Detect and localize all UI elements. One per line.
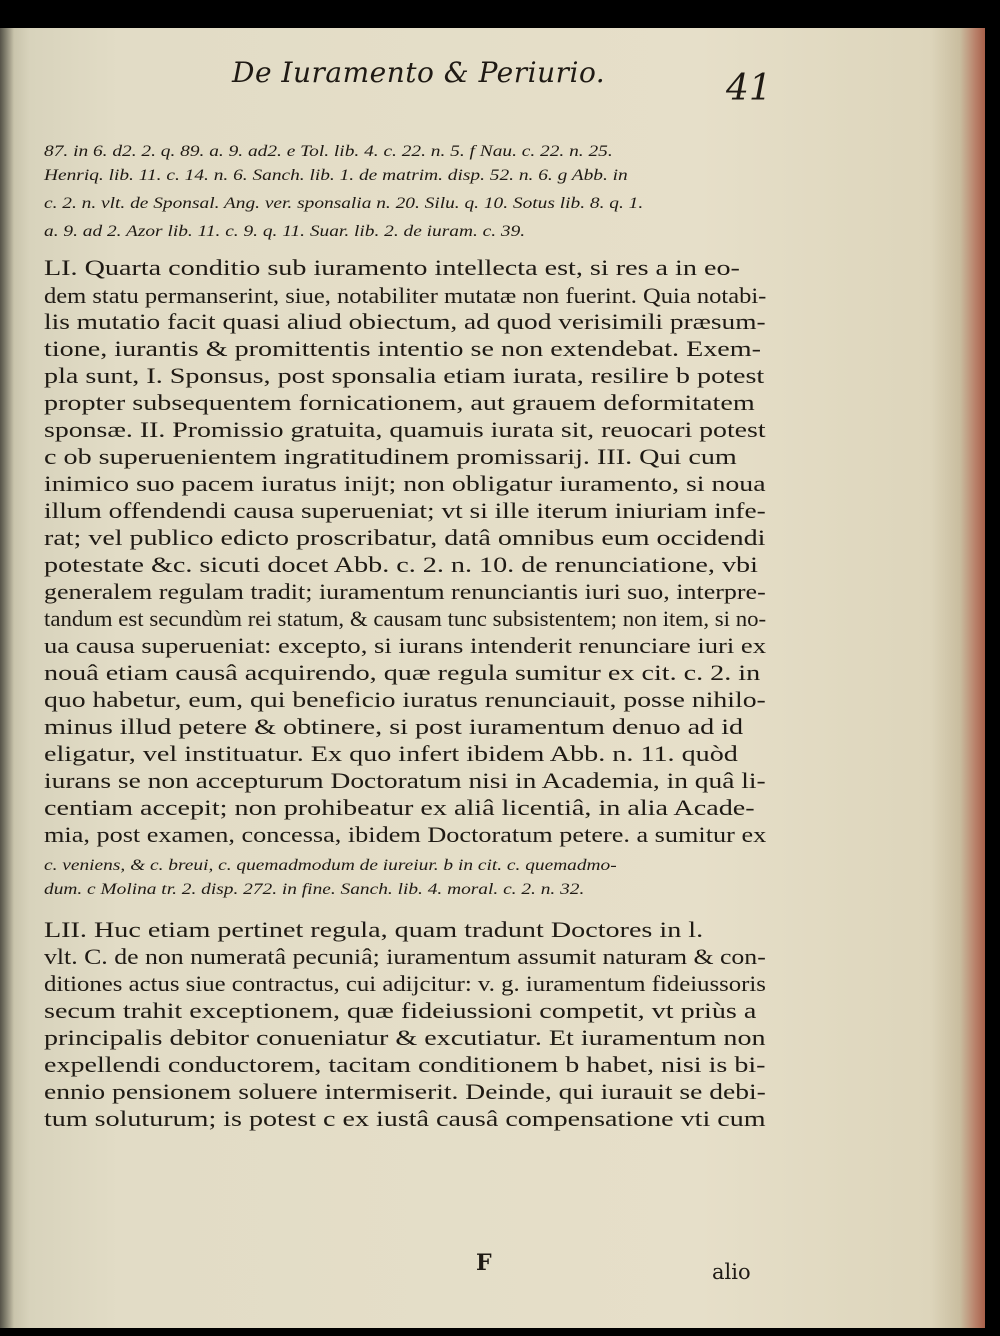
body-line: vlt. C. de non numeratâ pecuniâ; iuramentum assumit naturam & con- [44,944,766,969]
body-line: ennio pensionem soluere intermiserit. Deinde, qui iurauit se debi- [44,1079,766,1104]
gutter-shadow [0,28,14,1328]
body-line: generalem regulam tradit; iuramentum renunciantis iuri suo, interpre- [44,579,766,604]
body-line: rat; vel publico edicto proscribatur, datâ omnibus eum occidendi [44,525,766,550]
body-line: centiam accepit; non prohibeatur ex aliâ licentiâ, in alia Acade- [44,795,755,820]
note-line: a. 9. ad 2. Azor lib. 11. c. 9. q. 11. Suar. lib. 2. de iuram. c. 39. [44,223,526,240]
note-line: dum. c Molina tr. 2. disp. 272. in fine. Sanch. lib. 4. moral. c. 2. n. 32. [44,881,585,898]
body-line: secum trahit exceptionem, quæ fideiussioni competit, vt priùs a [44,998,757,1023]
body-line: sponsæ. II. Promissio gratuita, quamuis iurata sit, reuocari potest [44,417,766,442]
body-line: eligatur, vel instituatur. Ex quo infert ibidem Abb. n. 11. quòd [44,741,738,766]
body-line: LI. Quarta conditio sub iuramento intellecta est, si res a in eo- [44,255,740,280]
body-line: tum soluturum; is potest c ex iustâ causâ compensatione vti cum [44,1106,766,1131]
body-line: tione, iurantis & promittentis intentio se non extendebat. Exem- [44,336,762,361]
catchword: alio [712,1260,751,1284]
body-line: ua causa superueniat: excepto, si iurans intenderit renunciare iuri ex [44,633,767,658]
note-line: c. veniens, & c. breui, c. quemadmodum de iureiur. b in cit. c. quemadmo- [44,857,617,874]
signature-mark: F [476,1250,492,1276]
body-line: LII. Huc etiam pertinet regula, quam tradunt Doctores in l. [44,917,704,942]
body-line: mia, post examen, concessa, ibidem Doctoratum petere. a sumitur ex [44,822,767,847]
body-line: expellendi conductorem, tacitam conditionem b habet, nisi is bi- [44,1052,766,1077]
note-line: 87. in 6. d2. 2. q. 89. a. 9. ad2. e Tol. lib. 4. c. 22. n. 5. f Nau. c. 22. n. 25. [44,143,613,160]
body-line: principalis debitor conueniatur & excutiatur. Et iuramentum non [44,1025,766,1050]
body-line: illum offendendi causa superueniat; vt si ille iterum iniuriam infe- [44,498,766,523]
body-line: pla sunt, I. Sponsus, post sponsalia etiam iurata, resilire b potest [44,363,765,388]
body-line: ditiones actus siue contractus, cui adijcitur: v. g. iuramentum fideiussoris [44,971,766,996]
note-line: Henriq. lib. 11. c. 14. n. 6. Sanch. lib. 1. de matrim. disp. 52. n. 6. g Abb. in [44,167,628,184]
body-line: c ob superuenientem ingratitudinem promissarij. III. Qui cum [44,444,737,469]
body-line: nouâ etiam causâ acquirendo, quæ regula sumitur ex cit. c. 2. in [44,660,761,685]
body-line: dem statu permanserint, siue, notabiliter mutatæ non fuerint. Quia notabi- [44,283,767,308]
body-line: lis mutatio facit quasi aliud obiectum, ad quod verisimili præsum- [44,309,766,334]
running-title: De Iuramento & Periurio. [232,56,606,89]
body-line: minus illud petere & obtinere, si post iuramentum denuo ad id [44,714,744,739]
body-line: inimico suo pacem iuratus inijt; non obligatur iuramento, si noua [44,471,766,496]
body-line: iurans se non accepturum Doctoratum nisi in Academia, in quâ li- [44,768,766,793]
body-line: propter subsequentem fornicationem, aut grauem deformitatem [44,390,755,415]
body-line: tandum est secundùm rei statum, & causam tunc subsistentem; non item, si no- [44,606,767,631]
note-line: c. 2. n. vlt. de Sponsal. Ang. ver. sponsalia n. 20. Silu. q. 10. Sotus lib. 8. q. 1. [44,195,644,212]
body-line: quo habetur, eum, qui beneficio iuratus renunciauit, posse nihilo- [44,687,766,712]
page-number: 41 [726,68,772,109]
body-line: potestate &c. sicuti docet Abb. c. 2. n. 10. de renunciatione, vbi [44,552,758,577]
